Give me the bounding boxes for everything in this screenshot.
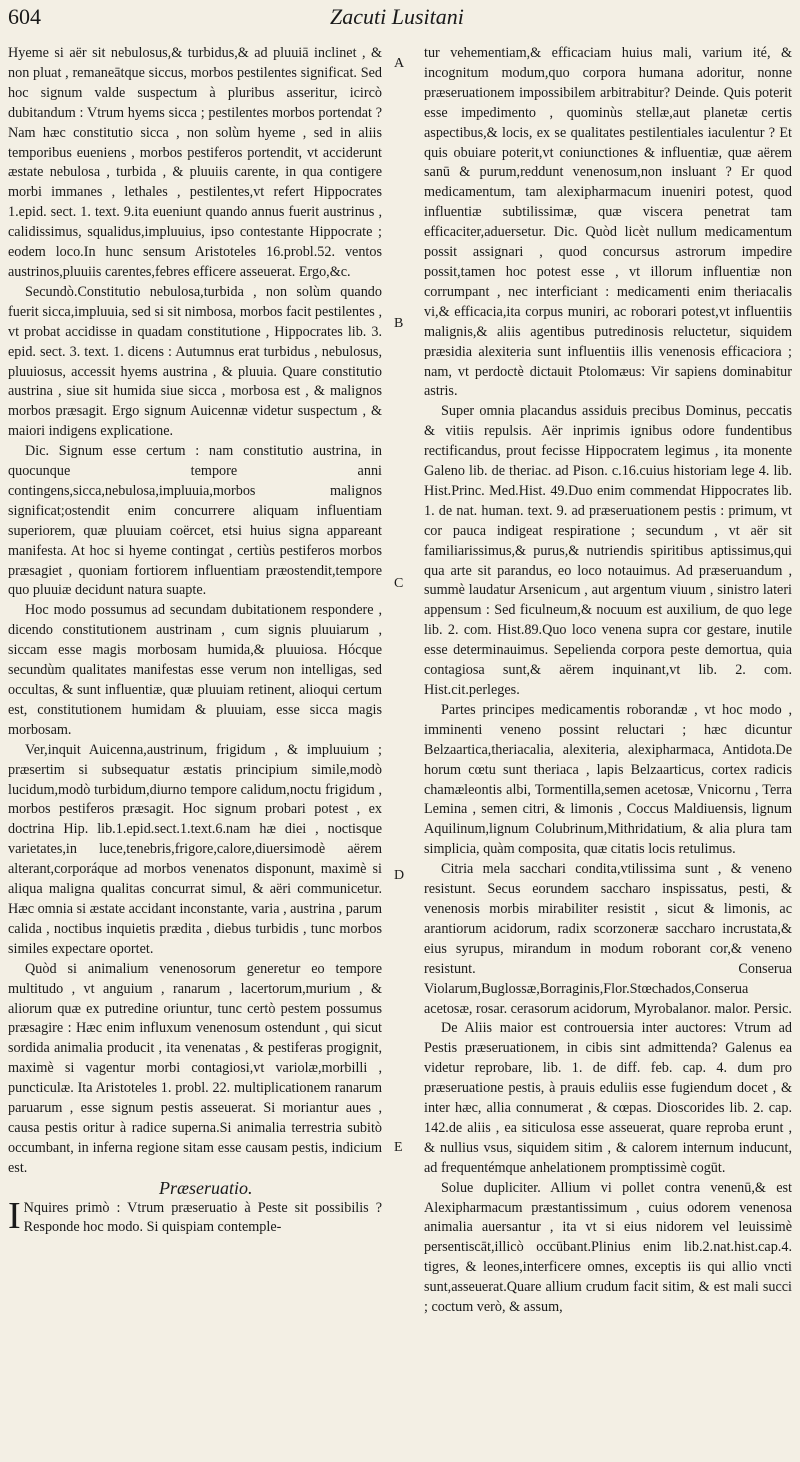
paragraph-with-dropcap [8,1194,382,1239]
margin-letter-e: E [394,1140,403,1155]
paragraph: Ver,inquit Auicenna,austrinum, frigidum , & impluuium ; præsertim si subsequatur æstatis principium simile,modò lucidum,modò turbidum,diurno tempore calidum,noctu frigidum , morbos pestiferos præsagit. Hoc signum probari potest , ex doctrina Hip. lib.1.epid.sect.1.text.6.nam hæ diei , noctisque varietates,in luce,tenebris,frigore,calore,diuersimodè aërem alterant,corporáque ad morbos venenatos disponunt, maximè si aliqua maligna qualitas concurrat simul, & aëri communicetur. Hæc omnia si æstate accidant inconstante, varia , austrina , parum calida , noctibus inquietis prædita , diebus turbidis , tunc morbos similes expectare oportet. [8,741,382,957]
page-number: 604 [8,4,41,29]
paragraph: Citria mela sacchari condita,vtilissima sunt , & veneno resistunt. Secus eorundem saccharo inspissatus, pesti, & venenosis morbis mirabiliter resistit , sicut & limonis, ac arantiorum acidorum, radix scorzoneræ saccharo incrustata,& eius syrupus, mirandum in modum roborant cor,& veneno resistunt. Conserua Violarum,Buglossæ,Borraginis,Flor.Stœchados,Conserua acetosæ, rosar. cerasorum acidorum, Myrobalanor. malor. Persic. [424,861,792,1017]
section-heading: Præseruatio. [159,1177,253,1198]
paragraph: Hoc modo possumus ad secundam dubitationem respondere , dicendo constitutionem austrinam , cum signis pluuiarum , siccam esse magis morbosam humida,& pluuiosa. Hócque secundùm qualitates manifestas esse verum non intelligas, sed occultas, & sunt influentiæ, quæ pluuiam retinent, alioqui certum est, constitutionem humidam & pluuiam, esse sicca magis morbosam. [8,602,382,738]
margin-letter-b: B [394,316,404,331]
paragraph: Partes principes medicamentis roborandæ , vt hoc modo , imminenti veneno possint reluctari ; hæc dicuntur Belzaartica,theriacalia, alexiteria, alexipharmaca, Antidota.De horum cœtu sunt theriaca , lapis Belzaarticus, cortex radicis chamæleontis albi, Tormentilla,semen acetosæ, Vnicornu , Terra Lemina , semen citri, & limonis , Coccus Maldiuensis, lignum Aquilinum,lignum Colubrinum,Mithridatium, & alia plura tam simplicia, quàm composita, quæ citatis locis retulimus. [424,701,792,858]
paragraph: Hyeme si aër sit nebulosus,& turbidus,& ad pluuiā inclinet , & non pluat , remaneātque siccus, morbos pestilentes significat. Sed hoc signum valde suspectum à pluribus asseritur, icircò dubitandum : Vtrum hyems sicca ; pestilentes morbos portendat ? Nam hæc constitutio sicca , non solùm hyeme , sed in aliis temporibus eueniens , morbos pestiferos portendit, vt acciderunt æstate nebulosa , turbida , & pluuiis carente, in qua contigere morbi immanes , lethales , pestilentes,vt refert Hippocrates 1.epid. sect. 1. text. 9.ita eueniunt quando annus fuerit austrinus , calidissimus, squalidus,impluuius, ipso contestante Hippocrate ; eodem loco.In hunc sensum Aristoteles 16.probl.52. ventos austrinos,pluuiis carentes,febres efficere asseuerat. Ergo,&c. [8,45,382,280]
paragraph: De Aliis maior est controuersia inter auctores: Vtrum ad Pestis præseruationem, in cibis sint admittenda? Galenus ea videtur reprobare, lib. 1. de diff. feb. cap. 4. dum pro præseruatione pestis, à prauis eduliis esse fugiendum docet , & inter hæc, allia connumerat , & cœpas. Dioscorides lib. 2. cap. 142.de aliis , ea siticulosa esse asseuerat, quare reproba erunt , & nullius vsus, siquidem sitim , & calorem internum inducunt, ad frequentémque anhelationem promptissimè cogūt. [424,1020,792,1176]
paragraph-text: Nquires primò : Vtrum præseruatio à Peste sit possibilis ? Responde hoc modo. Si quispiam contemple- [23,1199,382,1236]
running-title: Zacuti Lusitani [330,4,464,29]
paragraph: tur vehementiam,& efficaciam huius mali, varium ité, & incognitum modum,quo corpora humana adoritur, nonne præseruationem impossibilem arbitrabitur? Deinde. Quis poterit esse impedimento , quominùs stellæ,aut planetæ certis aspectibus,& locis, ex se qualitates pestilentiales iaculentur ? Et quis obuiare poterit,vt coniunctiones & influentiæ, quæ aërem sanū & purum,reddunt venenosum,non insluant ? Er quod medicamentum, tam alexipharmacum inueniri potest, quod influentiæ subtilissimæ, quæ viscera penetrat tam efficaciter,aduersetur. Dic. Quòd licèt nullum medicamentum possit assignari , quod concursus astrorum impedire possit,tamen hoc potest esse , vt illorum influentiæ non corrumpant , nec interficiant : medicamenti enim theriacalis vi,& efficacia,ita corpus muniri, ac roborari potest,vt influentiis malignis,& aliis agentibus putredinosis reluctetur, siquidem præsidia alexiteria sunt influentiis illis venenosis efficaciora ; nam, vt perdoctè dictauit Ptolomæus: Vir sapiens dominabitur astris. [424,45,792,400]
paragraph: Secundò.Constitutio nebulosa,turbida , non solùm quando fuerit sicca,impluuia, sed si sit nimbosa, morbos facit pestilentes , vt probat accidisse in quadam constitutione , Hippocrates lib. 3. epid. sect. 3. text. 1. dicens : Autumnus erat turbidus , nebulosus, pluuiosus, accessit hyems austrina , & pluuia. Quare constitutio austrina , siue sit humida siue sicca , morbosa est , & malignos morbos præsagit. Ergo signum Auicennæ videtur suspectum , & maiori indigens explicatione. [8,283,382,440]
paragraph: Quòd si animalium venenosorum generetur eo tempore multitudo , vt anguium , ranarum , lacertorum,murium , & aliorum quæ ex putredine oriuntur, tunc certò pestem possumus præsagire : Hæc enim influxum venenosum ostendunt , qui sicut sordida animalia producit , ita venenatas , & pestiferas progignit, maximè si vagentur morbi contagiosi,vt variolæ,morbilli , puncticulæ. Ita Aristoteles 1. probl. 22. multiplicationem ranarum paruarum , esse signum pestis asseuerat. Si moriantur aues , causa pestis oritur à radice superna.Si animalia terrestria subitò occumbant, in inferna regione sitam esse causam pestis, indicium est. [8,960,382,1176]
paragraph: Solue dupliciter. Allium vi pollet contra venenū,& est Alexipharmacum præstantissimum , cuius odorem venenosa animalia auersantur , ita vt si eius nidorem vel leuissimè persentiscāt,illicò occūbant.Plinius enim lib.2.nat.hist.cap.4. tigres, & leones,interficere omnes, exceptis iis qui allio vncti sunt,asseuerat.Quare allium crudum facit sitim, & est mali succi ; coctum verò, & assum, [424,1179,792,1316]
margin-letter-c: C [394,576,404,591]
paragraph: Dic. Signum esse certum : nam constitutio austrina, in quocunque tempore anni contingens,sicca,nebulosa,impluuia,morbos malignos significat;ostendit enim concurrere aliquam influentiam superiorem, quæ pluuiam coërcet, etsi huius signa appareant manifesta. At hoc si hyeme contingat , certiùs pestiferos morbos præsagiet , quoniam fortiorem influentiam præostendit,tempore quo pluuiæ decidunt natura suapte. [8,443,382,599]
paragraph: Super omnia placandus assiduis precibus Dominus, peccatis & vitiis repulsis. Aër inprimis ignibus odore fundentibus rectificandus, prout fecisse Hippocratem legimus , ita monente Galeno lib. de theriac. ad Pison. c.16.cuius historiam lege 4. lib. Hist.Princ. Med.Hist. 49.Duo enim commendat Hippocrates lib. 1. de nat. human. text. 9. ad præseruationem pestis : primum, vt cor pauca indigeat respiratione ; secundum , vt aër sit familiarissimus,& purus,& nutriendis spiritibus aptissimus,qui qua arte sit parandus, eo loco notauimus. Ad præseruandum , summè laudatur Arsenicum , aut argentum viuum , sinistro lateri appensum : Sed ficulneum,& nocuum est auxilium, de quo lege lib. 2. com. Hist.89.Quo loco venena supra cor gestare, inutile esse determinauimus. Sepelienda corpora peste demortua, quia contagiosa sunt,& aërem inquinant,vt lib. 2. com. Hist.cit.perleges. [424,403,792,698]
margin-letter-d: D [394,868,405,883]
drop-cap: I [8,1194,21,1237]
right-column [424,44,792,1318]
margin-letter-a: A [394,56,405,71]
left-column [8,44,382,1238]
